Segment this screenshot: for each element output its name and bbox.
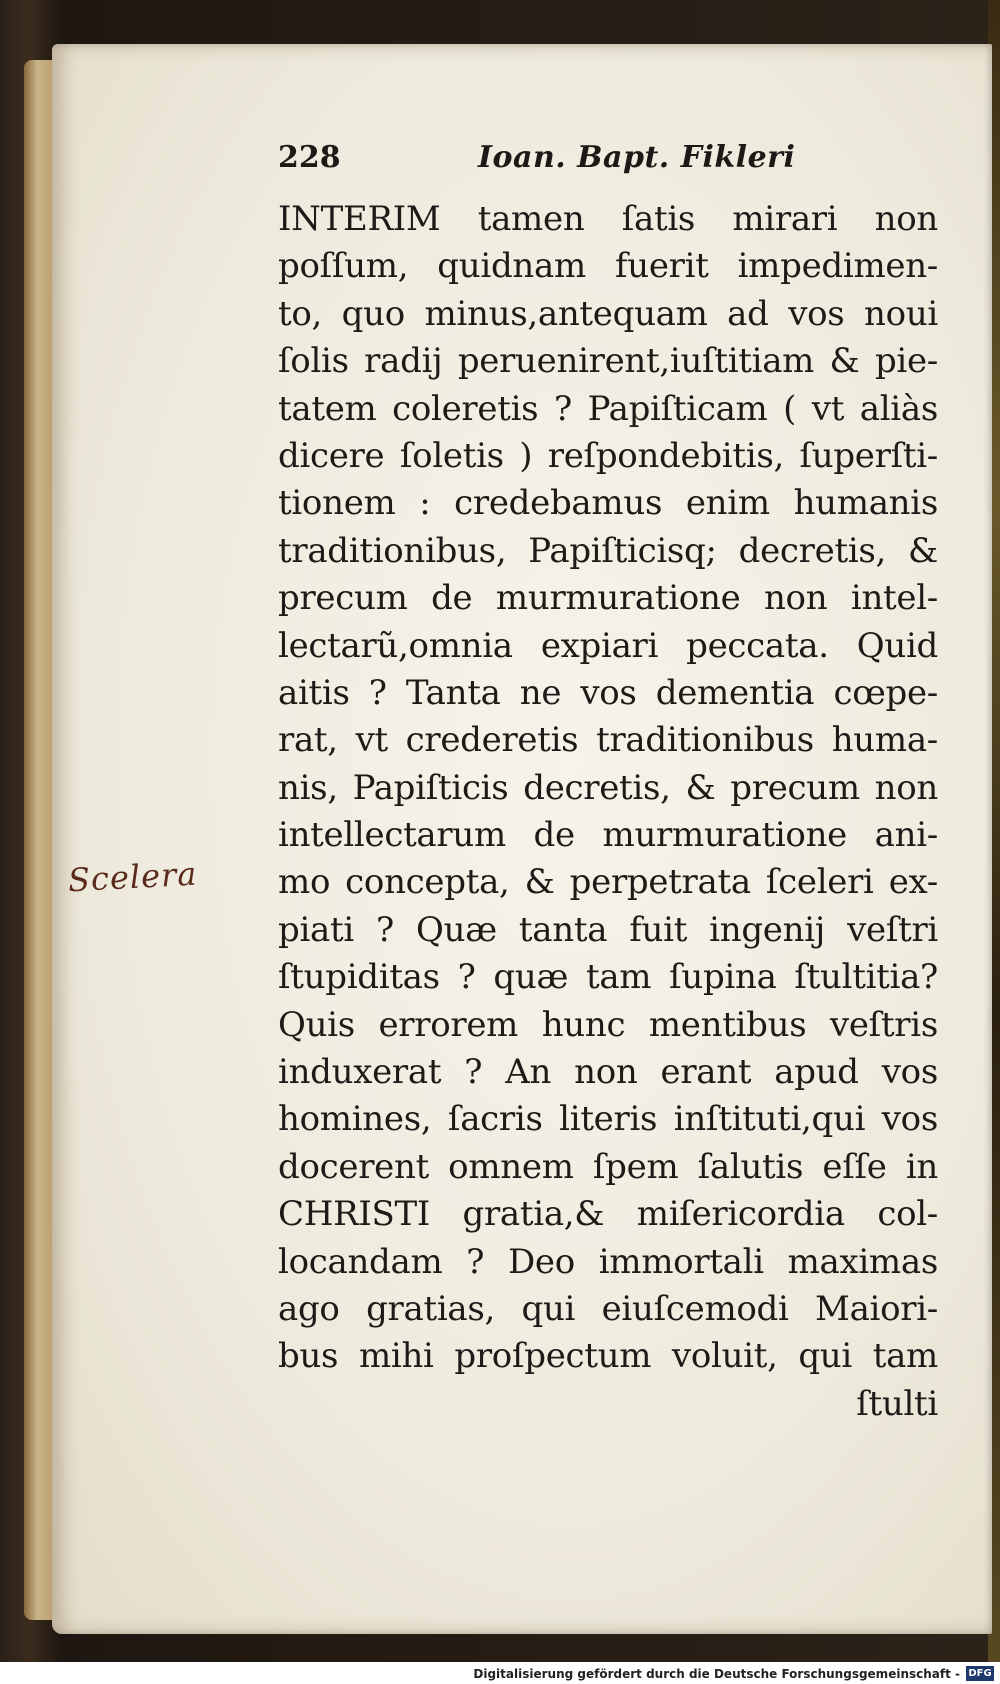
text-line: INTERIM tamen ſatis mirari non [278,199,938,239]
footer-bar [0,1662,1000,1684]
text-line: piati ? Quæ tanta fuit ingenij veſtri [278,909,938,950]
text-line: homines, ſacris literis inſtituti,qui vos [278,1099,938,1140]
text-line: to, quo minus,antequam ad vos noui [278,293,938,334]
body-text [278,196,938,1428]
text-line: intellectarum de murmuratione ani- [278,815,938,856]
running-head: Ioan. Bapt. Fikleri [478,140,796,175]
page-header [278,140,938,180]
dfg-logo: DFG [966,1666,994,1681]
page-number: 228 [278,140,341,175]
text-line: lectarũ,omnia expiari peccata. Quid [278,625,938,666]
text-line: ſtupiditas ? quæ tam ſupina ſtultitia? [278,957,938,998]
text-line: rat, vt crederetis traditionibus huma- [278,720,938,761]
digitization-credit: Digitalisierung gefördert durch die Deutsche Forschungsgemeinschaft - [473,1667,960,1681]
text-line: poſſum, quidnam fuerit impedimen- [278,246,938,287]
text-line: bus mihi proſpectum voluit, qui tam [278,1336,938,1377]
text-line: dicere ſoletis ) reſpondebitis, ſuperſti- [278,435,938,476]
text-line: induxerat ? An non erant apud vos [278,1052,938,1093]
text-line: CHRISTI gratia,& miſericordia col- [278,1194,938,1235]
catchword: ſtulti [856,1383,938,1424]
text-line: aitis ? Tanta ne vos dementia cœpe- [278,672,938,713]
handwritten-marginal-note: Scelera [67,854,199,900]
text-line: nis, Papiſticis decretis, & precum non [278,767,938,808]
text-line: traditionibus, Papiſticisq; decretis, & [278,530,938,571]
text-line: tatem coleretis ? Papiſticam ( vt aliàs [278,388,938,429]
text-line: Quis errorem hunc mentibus veſtris [278,1004,938,1045]
text-line: tionem : credebamus enim humanis [278,483,938,524]
text-line: docerent omnem ſpem ſalutis eſſe in [278,1146,938,1187]
text-line: mo concepta, & perpetrata ſceleri ex- [278,862,938,903]
text-line: locandam ? Deo immortali maximas [278,1241,938,1282]
text-line: ago gratias, qui eiuſcemodi Maiori- [278,1288,938,1329]
text-line: ſolis radij peruenirent,iuſtitiam & pie- [278,341,938,382]
text-line: precum de murmuratione non intel- [278,578,938,619]
